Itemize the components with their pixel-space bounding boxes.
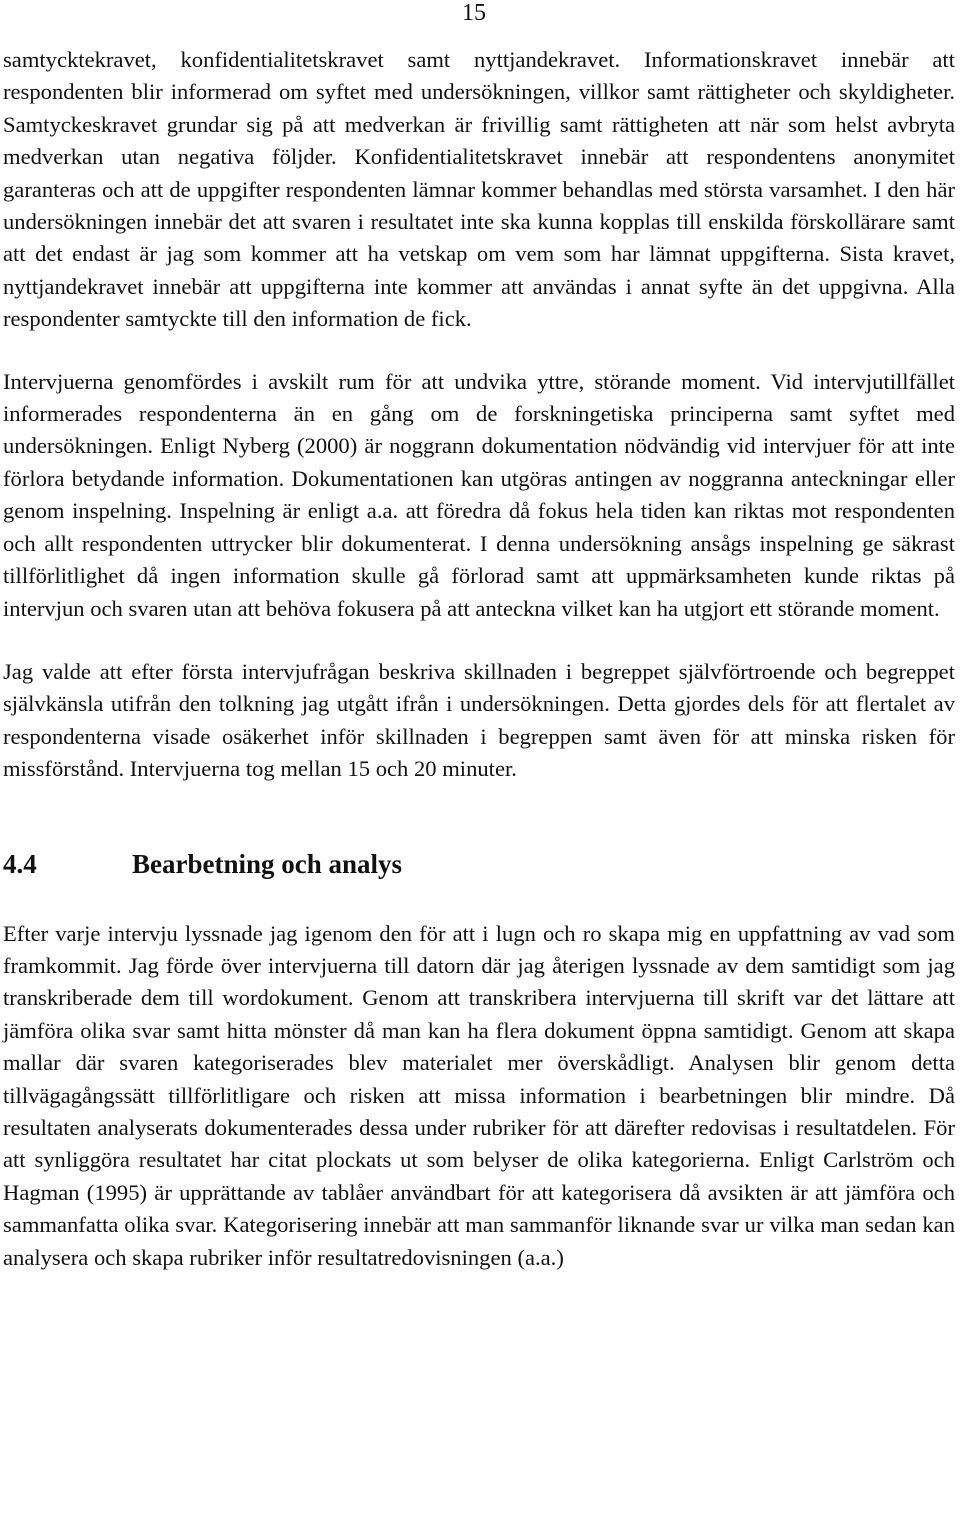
paragraph-interview-documentation: Intervjuerna genomfördes i avskilt rum för att undvika yttre, störande moment. Vid intervjutillfället informerades respondenterna än en gång om de forskningetiska principerna samt syftet med undersökningen. Enligt Nyberg (2000) är noggrann dokumentation nödvändig vid intervjuer för att inte förlora betydande information. Dokumentationen kan utgöras antingen av noggranna anteckningar eller genom inspelning. Inspelning är enligt a.a. att föredra då fokus hela tiden kan riktas mot respondenten och allt respondenten uttrycker blir dokumenterat. I denna undersökning ansågs inspelning ge säkrast tillförlitlighet då ingen information skulle gå förlorad samt att uppmärksamheten kunde riktas på intervjun och svaren utan att behöva fokusera på att anteckna vilket kan ha utgjort ett störande moment. bbox=[3, 368, 955, 621]
section-heading bbox=[3, 848, 955, 880]
paragraph-processing-analysis: Efter varje intervju lyssnade jag igenom den för att i lugn och ro skapa mig en uppfattning av vad som framkommit. Jag förde över intervjuerna till datorn där jag återigen lyssnade av dem samtidigt som jag transkriberade dem till wordokument. Genom att transkribera intervjuerna till skrift var det lättare att jämföra olika svar samt hitta mönster då man kan ha flera dokument öppna samtidigt. Genom att skapa mallar där svaren kategoriserades blev materialet mer överskådligt. Analysen blir genom detta tillvägagångssätt tillförlitligare och risken att missa information i bearbetningen blir mindre. Då resultaten analyserats dokumenterades dessa under rubriker för att därefter redovisas i resultatdelen. För att synliggöra resultatet har citat plockats ut som belyser de olika kategorierna. Enligt Carlström och Hagman (1995) är upprättande av tablåer användbart för att kategorisera då avsikten är att jämföra och sammanfatta olika svar. Kategorisering innebär att man sammanför liknande svar ur vilka man sedan kan analysera och skapa rubriker inför resultatredovisningen (a.a.) bbox=[3, 920, 955, 1270]
page-content bbox=[3, 44, 955, 1274]
section-title: Bearbetning och analys bbox=[132, 848, 403, 879]
section-number: 4.4 bbox=[3, 848, 37, 879]
page-number: 15 bbox=[462, 0, 486, 26]
paragraph-concept-explanation: Jag valde att efter första intervjufrågan beskriva skillnaden i begreppet självförtroende och begreppet självkänsla utifrån den tolkning jag utgått ifrån i undersökningen. Detta gjordes dels för att flertalet av respondenterna visade osäkerhet inför skillnaden i begreppen samt även för att minska risken för missförstånd. Intervjuerna tog mellan 15 och 20 minuter. bbox=[3, 658, 955, 782]
paragraph-ethics-requirements: samtycktekravet, konfidentialitetskravet samt nyttjandekravet. Informationskravet innebär att respondenten blir informerad om syftet med undersökningen, villkor samt rättigheter och skyldigheter. Samtyckeskravet grundar sig på att medverkan är frivillig samt rättigheten att när som helst avbryta medverkan utan negativa följder. Konfidentialitetskravet innebär att respondentens anonymitet garanteras och att de uppgifter respondenten lämnar kommer behandlas med största varsamhet. I den här undersökningen innebär det att svaren i resultatet inte ska kunna kopplas till enskilda förskollärare samt att det endast är jag som kommer att ha vetskap om vem som har lämnat uppgifterna. Sista kravet, nyttjandekravet innebär att uppgifterna inte kommer att användas i annat syfte än det uppgivna. Alla respondenter samtyckte till den information de fick. bbox=[3, 47, 955, 332]
